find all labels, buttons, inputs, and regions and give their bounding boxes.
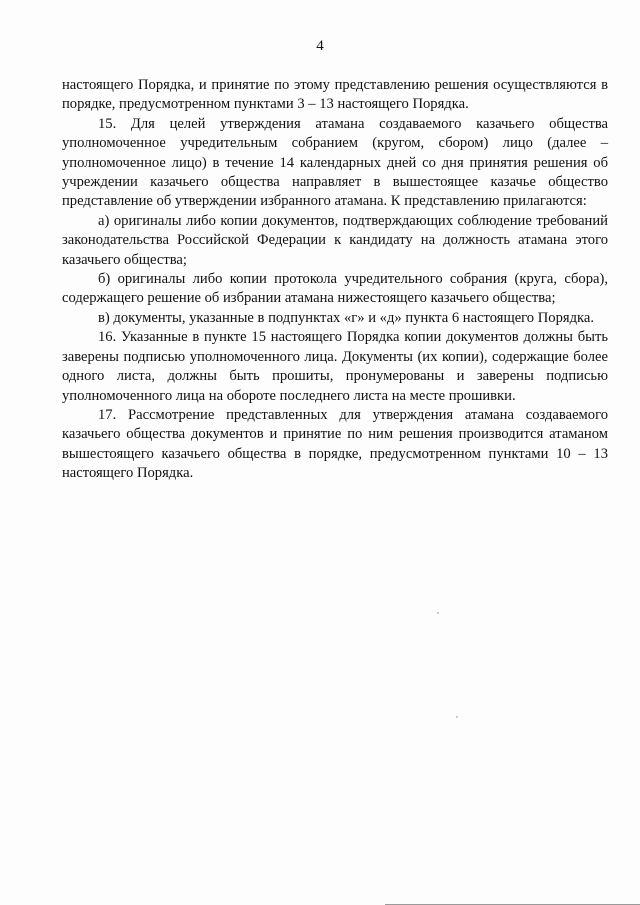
scan-speck [437, 612, 439, 614]
paragraph-15: 15. Для целей утверждения атамана создаваемого казачьего общества уполномоченное учредительным собранием (кругом, сбором) лицо (далее – уполномоченное лицо) в течение 14 календарных дней со дня принятия решения об учреждении казачьего общества направляет в вышестоящее казачье общество представление об утверждении избранного атамана. К представлению прилагаются: [62, 115, 608, 210]
paragraph-17: 17. Рассмотрение представленных для утверждения атамана создаваемого казачьего общества документов и принятие по ним решения производится атаманом вышестоящего казачьего общества в порядке, предусмотренном пунктами 10 – 13 настоящего Порядка. [62, 406, 608, 482]
document-body [62, 76, 608, 484]
paragraph-15-v: в) документы, указанные в подпунктах «г» и «д» пункта 6 настоящего Порядка. [98, 309, 595, 326]
paragraph-16: 16. Указанные в пункте 15 настоящего Порядка копии документов должны быть заверены подписью уполномоченного лица. Документы (их копии), содержащие более одного листа, должны быть прошиты, пронумерованы и заверены подписью уполномоченного лица на обороте последнего листа на месте прошивки. [62, 329, 608, 404]
page-number: 4 [316, 38, 324, 54]
paragraph-15-a: а) оригиналы либо копии документов, подтверждающих соблюдение требований законодательства Российской Федерации к кандидату на должность атамана этого казачьего общества; [62, 212, 608, 268]
paragraph-15-b: б) оригиналы либо копии протокола учредительного собрания (круга, сбора), содержащего решение об избрании атамана нижестоящего казачьего общества; [62, 271, 608, 307]
scan-speck [456, 716, 458, 718]
paragraph-continuation: настоящего Порядка, и принятие по этому представлению решения осуществляются в порядке, предусмотренном пунктами 3 – 13 настоящего Порядка. [62, 77, 608, 113]
